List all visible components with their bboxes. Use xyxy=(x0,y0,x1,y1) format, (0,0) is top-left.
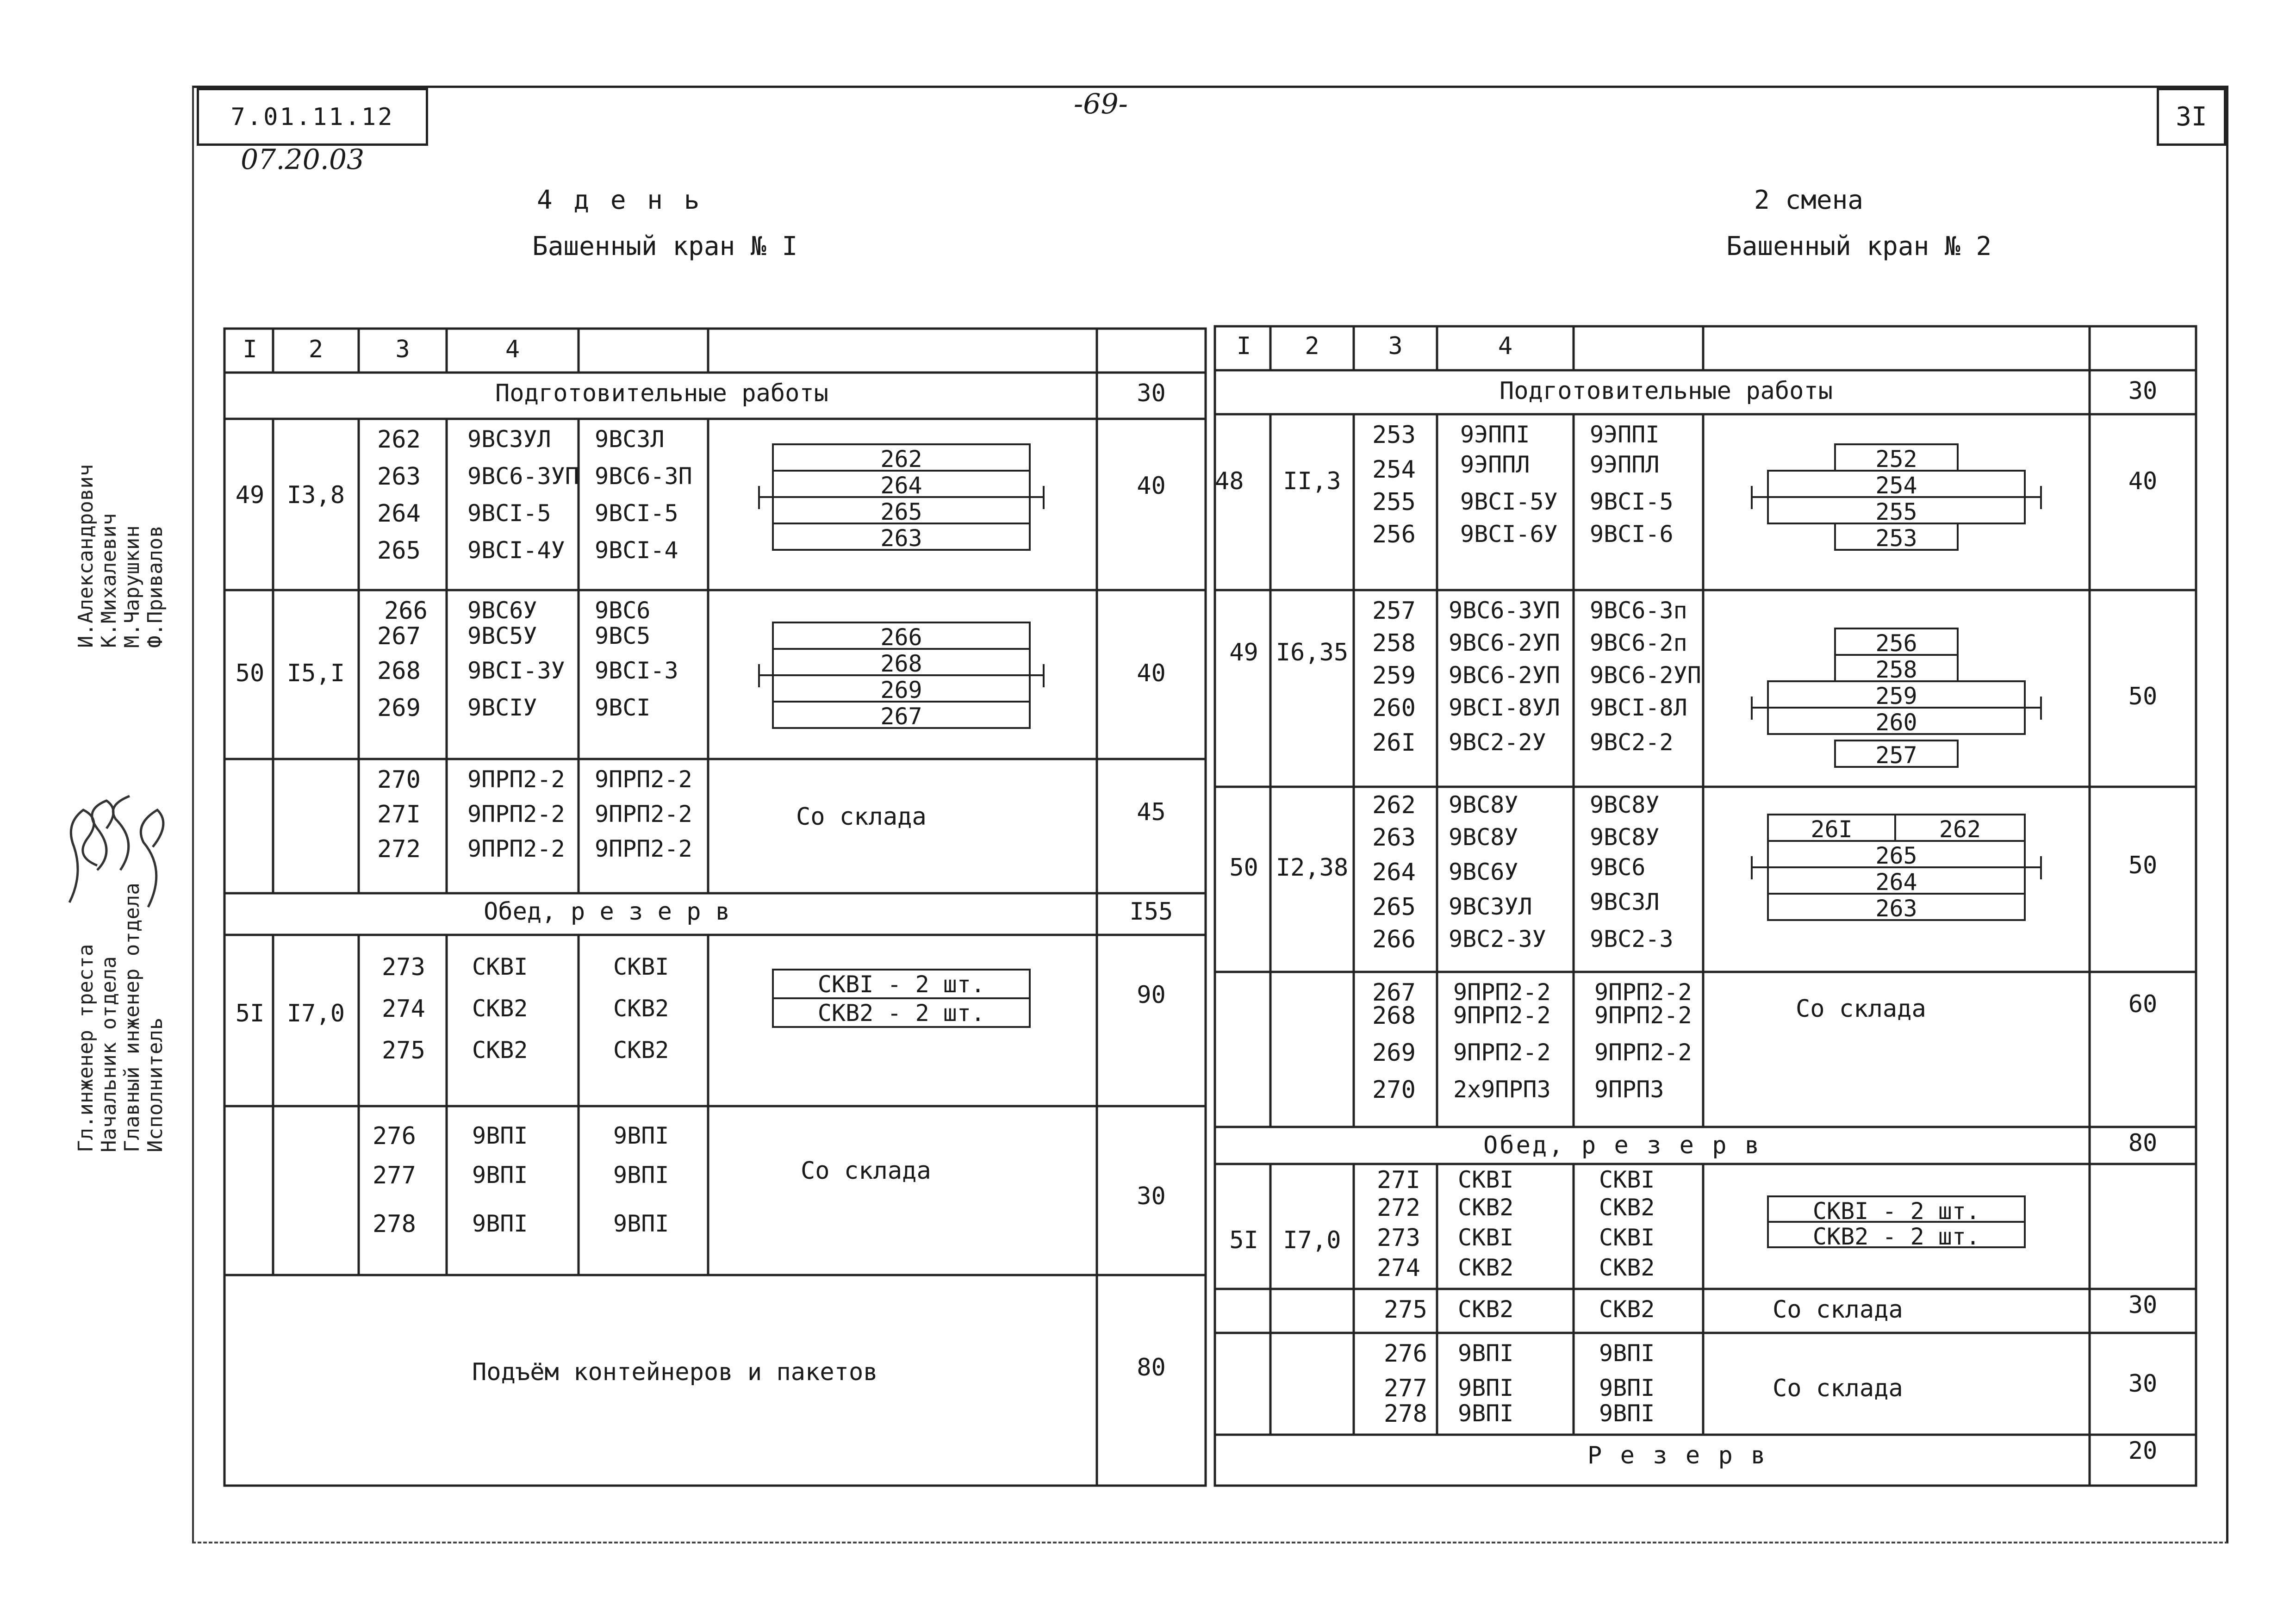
signature-name-4: Ф.Привалов xyxy=(143,525,167,648)
right-row3-a1: 9ВС8У xyxy=(1449,791,1518,818)
left-row5-a3: 9ВПI xyxy=(472,1210,528,1237)
right-row2-a1: 9ВС6-3УП xyxy=(1449,597,1560,624)
left-row2-a4: 9ВСIУ xyxy=(467,694,537,721)
right-row5-num2: 272 xyxy=(1377,1194,1420,1222)
left-row2-diag3: 269 xyxy=(880,677,922,703)
left-row2-num4: 269 xyxy=(377,694,421,722)
left-row3-b1: 9ПРП2-2 xyxy=(595,766,692,793)
right-row7-num1: 276 xyxy=(1384,1340,1427,1368)
right-row2-b1: 9ВС6-3п xyxy=(1590,597,1687,624)
right-row3-diag3: 265 xyxy=(1875,842,1917,869)
left-row2-c2: I5,I xyxy=(286,660,345,687)
right-row1-diag4: 253 xyxy=(1875,525,1917,552)
left-row2-b2: 9ВС5 xyxy=(595,622,651,649)
right-row4-value: 60 xyxy=(2128,990,2158,1018)
right-row1-a1: 9ЭППI xyxy=(1460,421,1530,448)
left-row4-b1: СКВI xyxy=(613,953,669,980)
right-row7-a3: 9ВПI xyxy=(1458,1400,1514,1427)
left-row4-a3: СКВ2 xyxy=(472,1037,528,1064)
right-row2-diag5: 257 xyxy=(1875,742,1917,769)
right-row1-a2: 9ЭППЛ xyxy=(1460,451,1530,478)
right-row3-b1: 9ВС8У xyxy=(1590,791,1660,818)
signature-name-1: И.Александрович xyxy=(74,464,98,648)
left-row3-a3: 9ПРП2-2 xyxy=(467,835,565,862)
left-lift-value: 80 xyxy=(1137,1354,1166,1381)
left-row2-b4: 9ВСI xyxy=(595,694,651,721)
right-row5-c2: I7,0 xyxy=(1283,1226,1341,1254)
right-row6-note: Со склада xyxy=(1773,1296,1903,1324)
right-row1-diag3: 255 xyxy=(1875,498,1917,525)
left-row2-b3: 9ВСI-3 xyxy=(595,657,678,684)
right-row6-b1: СКВ2 xyxy=(1599,1296,1655,1323)
left-col-header-1: I xyxy=(243,336,257,363)
right-row2-a5: 9ВС2-2У xyxy=(1449,729,1546,756)
signature-role-2: Начальник отдела xyxy=(97,956,121,1152)
day-title: 4 д е н ь xyxy=(537,185,703,215)
right-row6-value: 30 xyxy=(2128,1291,2158,1319)
left-row5-value: 30 xyxy=(1137,1182,1166,1210)
right-lunch-label: Обед, р е з е р в xyxy=(1483,1132,1761,1159)
left-row2-num2: 267 xyxy=(377,622,421,650)
right-row2-b3: 9ВС6-2УП xyxy=(1590,662,1701,689)
left-row4-box2: СКВ2 - 2 шт. xyxy=(817,1000,985,1027)
right-row2-diag1: 256 xyxy=(1875,630,1917,657)
right-row3-num5: 266 xyxy=(1372,926,1416,953)
left-row5-b3: 9ВПI xyxy=(613,1210,669,1237)
right-row2-diag2: 258 xyxy=(1875,656,1917,683)
right-row3-a4: 9ВС3УЛ xyxy=(1449,893,1532,920)
right-row2-a3: 9ВС6-2УП xyxy=(1449,662,1560,689)
right-row3-diag1: 26I xyxy=(1811,816,1853,843)
left-row4-a1: СКВI xyxy=(472,953,528,980)
left-row3-num1: 270 xyxy=(377,766,421,794)
right-row7-b3: 9ВПI xyxy=(1599,1400,1655,1427)
left-row1-a2: 9ВС6-3УП xyxy=(467,463,579,490)
left-row1-value: 40 xyxy=(1137,472,1166,500)
right-row5-c1: 5I xyxy=(1229,1226,1258,1254)
right-row2-num2: 258 xyxy=(1372,629,1416,657)
right-row5-a3: СКВI xyxy=(1458,1224,1514,1251)
right-row7-num3: 278 xyxy=(1384,1400,1427,1428)
left-row3-b2: 9ПРП2-2 xyxy=(595,801,692,828)
right-row3-num2: 263 xyxy=(1372,824,1416,852)
right-row5-a1: СКВI xyxy=(1458,1166,1514,1193)
right-col-header-1: I xyxy=(1236,332,1251,360)
left-row1-num2: 263 xyxy=(377,463,421,491)
right-row1-diag1: 252 xyxy=(1875,446,1917,473)
right-row2-b2: 9ВС6-2п xyxy=(1590,629,1687,656)
left-row2-num3: 268 xyxy=(377,657,421,685)
right-row7-a1: 9ВПI xyxy=(1458,1340,1514,1367)
signature-name-3: М.Чарушкин xyxy=(120,525,144,648)
left-row1-a4: 9ВСI-4У xyxy=(467,537,565,564)
right-row5-a4: СКВ2 xyxy=(1458,1254,1514,1281)
right-row1-num2: 254 xyxy=(1372,456,1416,484)
right-row3-b3: 9ВС6 xyxy=(1590,854,1646,881)
left-row1-a3: 9ВСI-5 xyxy=(467,500,551,527)
left-row2-diag1: 266 xyxy=(880,624,922,651)
left-row1-diag4: 263 xyxy=(880,525,922,552)
right-row2-c2: I6,35 xyxy=(1276,639,1349,666)
signature-role-4: Исполнитель xyxy=(143,1017,167,1152)
right-row2-b4: 9ВСI-8Л xyxy=(1590,694,1687,721)
sheet-number: 3I xyxy=(2157,88,2226,146)
right-row7-note: Со склада xyxy=(1773,1375,1903,1402)
right-row2-diag4: 260 xyxy=(1875,709,1917,736)
right-row5-a2: СКВ2 xyxy=(1458,1194,1514,1221)
left-row2-value: 40 xyxy=(1137,660,1166,687)
left-row2-c1: 50 xyxy=(235,660,265,687)
right-lunch-value: 80 xyxy=(2128,1129,2158,1157)
right-row3-a2: 9ВС8У xyxy=(1449,824,1518,851)
right-row3-diag2: 262 xyxy=(1939,816,1981,843)
right-row4-a3: 9ПРП2-2 xyxy=(1453,1039,1551,1066)
left-row1-c2: I3,8 xyxy=(286,481,345,509)
right-row2-a4: 9ВСI-8УЛ xyxy=(1449,694,1560,721)
left-row1-num1: 262 xyxy=(377,426,421,454)
left-col-header-4: 4 xyxy=(505,336,520,363)
right-reserve-value: 20 xyxy=(2128,1437,2158,1465)
left-row5-a2: 9ВПI xyxy=(472,1162,528,1188)
right-row1-a3: 9ВСI-5У xyxy=(1460,488,1558,515)
left-row4-box1: СКВI - 2 шт. xyxy=(817,971,985,998)
left-row4-b2: СКВ2 xyxy=(613,995,669,1022)
right-row3-value: 50 xyxy=(2128,852,2158,879)
left-col-header-3: 3 xyxy=(395,336,410,363)
right-row4-note: Со склада xyxy=(1796,995,1926,1023)
right-reserve-label: Р е з е р в xyxy=(1587,1442,1767,1469)
left-row2-diag4: 267 xyxy=(880,703,922,730)
left-row2-a1: 9ВС6У xyxy=(467,597,537,624)
right-row4-a1: 9ПРП2-2 xyxy=(1453,979,1551,1006)
shift-title: 2 смена xyxy=(1754,185,1864,215)
right-row2-num4: 260 xyxy=(1372,694,1416,722)
right-row3-b2: 9ВС8У xyxy=(1590,824,1660,851)
left-row1-b3: 9ВСI-5 xyxy=(595,500,678,527)
right-row3-a3: 9ВС6У xyxy=(1449,859,1518,885)
left-row2-num1: 266 xyxy=(384,597,428,625)
right-row1-b3: 9ВСI-5 xyxy=(1590,488,1674,515)
left-row5-b1: 9ВПI xyxy=(613,1122,669,1149)
right-row3-num4: 265 xyxy=(1372,893,1416,921)
right-row1-num1: 253 xyxy=(1372,421,1416,449)
right-row5-box1: СКВI - 2 шт. xyxy=(1812,1198,1980,1225)
right-row5-box2: СКВ2 - 2 шт. xyxy=(1812,1223,1980,1250)
right-row3-b5: 9ВС2-3 xyxy=(1590,926,1674,952)
left-row2-a2: 9ВС5У xyxy=(467,622,537,649)
left-row4-num2: 274 xyxy=(382,995,425,1023)
left-row4-num3: 275 xyxy=(382,1037,425,1064)
left-prep-label: Подготовительные работы xyxy=(495,380,829,407)
left-row3-value: 45 xyxy=(1137,798,1166,826)
right-row4-num1: 267 xyxy=(1372,979,1416,1007)
right-row5-num3: 273 xyxy=(1377,1224,1420,1252)
right-row2-a2: 9ВС6-2УП xyxy=(1449,629,1560,656)
right-prep-value: 30 xyxy=(2128,377,2158,405)
document-code: 7.01.11.12 xyxy=(197,88,428,146)
right-row1-b1: 9ЭППI xyxy=(1590,421,1660,448)
left-row5-note: Со склада xyxy=(801,1157,931,1185)
right-row5-num4: 274 xyxy=(1377,1254,1420,1282)
right-row2-num5: 26I xyxy=(1372,729,1416,757)
signature-name-2: К.Михалевич xyxy=(97,513,121,648)
left-row5-num3: 278 xyxy=(373,1210,416,1238)
left-row3-a1: 9ПРП2-2 xyxy=(467,766,565,793)
left-row1-c1: 49 xyxy=(235,481,265,509)
left-row3-num3: 272 xyxy=(377,835,421,863)
left-row5-b2: 9ВПI xyxy=(613,1162,669,1188)
left-row1-diag1: 262 xyxy=(880,446,922,473)
right-row6-a1: СКВ2 xyxy=(1458,1296,1514,1323)
right-row3-a5: 9ВС2-3У xyxy=(1449,926,1546,952)
right-row1-c1: 48 xyxy=(1215,467,1244,495)
right-row7-b2: 9ВПI xyxy=(1599,1375,1655,1401)
left-col-header-2: 2 xyxy=(308,336,324,363)
left-row4-c2: I7,0 xyxy=(286,1000,345,1027)
left-row4-a2: СКВ2 xyxy=(472,995,528,1022)
right-row2-value: 50 xyxy=(2128,683,2158,710)
right-row4-num3: 269 xyxy=(1372,1039,1416,1067)
right-row1-num3: 255 xyxy=(1372,488,1416,516)
left-row4-c1: 5I xyxy=(235,1000,265,1027)
left-row3-num2: 27I xyxy=(377,801,421,828)
right-crane-title: Башенный кран № 2 xyxy=(1726,231,1992,261)
right-row4-b2: 9ПРП2-2 xyxy=(1594,1002,1692,1029)
left-row5-num1: 276 xyxy=(373,1122,416,1150)
handwritten-date: 07.20.03 xyxy=(241,143,365,176)
left-prep-value: 30 xyxy=(1137,380,1166,407)
right-row4-b3: 9ПРП2-2 xyxy=(1594,1039,1692,1066)
right-row4-a2: 9ПРП2-2 xyxy=(1453,1002,1551,1029)
right-row3-b4: 9ВС3Л xyxy=(1590,889,1660,915)
right-row7-value: 30 xyxy=(2128,1370,2158,1398)
right-col-header-4: 4 xyxy=(1498,332,1513,360)
left-lift-label: Подъём контейнеров и пакетов xyxy=(472,1358,878,1386)
right-row2-num1: 257 xyxy=(1372,597,1416,625)
right-row7-num2: 277 xyxy=(1384,1375,1427,1402)
right-col-header-2: 2 xyxy=(1305,332,1319,360)
left-row4-b3: СКВ2 xyxy=(613,1037,669,1064)
left-row4-value: 90 xyxy=(1137,981,1166,1009)
left-lunch-value: I55 xyxy=(1129,898,1173,926)
right-row2-num3: 259 xyxy=(1372,662,1416,690)
right-row4-num4: 270 xyxy=(1372,1076,1416,1104)
right-row7-b1: 9ВПI xyxy=(1599,1340,1655,1367)
left-row5-a1: 9ВПI xyxy=(472,1122,528,1149)
left-row1-num4: 265 xyxy=(377,537,421,565)
right-row7-a2: 9ВПI xyxy=(1458,1375,1514,1401)
right-row6-num1: 275 xyxy=(1384,1296,1427,1324)
left-row2-diag2: 268 xyxy=(880,650,922,677)
left-row1-b1: 9ВС3Л xyxy=(595,426,665,453)
left-row1-num3: 264 xyxy=(377,500,421,528)
right-row5-b4: СКВ2 xyxy=(1599,1254,1655,1281)
right-row4-b4: 9ПРП3 xyxy=(1594,1076,1664,1103)
right-row5-num1: 27I xyxy=(1377,1166,1420,1194)
left-lunch-label: Обед, р е з е р в xyxy=(484,898,730,926)
left-row1-b4: 9ВСI-4 xyxy=(595,537,678,564)
signature-role-3: Главный инженер отдела xyxy=(120,883,144,1152)
right-row3-c2: I2,38 xyxy=(1276,854,1349,882)
page-number: -69- xyxy=(1074,88,1128,120)
right-row3-c1: 50 xyxy=(1229,854,1258,882)
left-row2-a3: 9ВСI-3У xyxy=(467,657,565,684)
left-row3-b3: 9ПРП2-2 xyxy=(595,835,692,862)
right-row1-value: 40 xyxy=(2128,467,2158,495)
left-row1-diag2: 264 xyxy=(880,472,922,499)
left-row5-num2: 277 xyxy=(373,1162,416,1189)
right-row4-num2: 268 xyxy=(1372,1002,1416,1030)
right-row5-b2: СКВ2 xyxy=(1599,1194,1655,1221)
right-row3-diag4: 264 xyxy=(1875,869,1917,896)
left-crane-title: Башенный кран № I xyxy=(532,231,798,261)
right-row2-c1: 49 xyxy=(1229,639,1258,666)
right-row3-num1: 262 xyxy=(1372,791,1416,819)
right-prep-label: Подготовительные работы xyxy=(1500,377,1833,405)
signature-role-1: Гл.инженер треста xyxy=(74,944,98,1152)
right-row1-c2: II,3 xyxy=(1283,467,1341,495)
right-row1-b4: 9ВСI-6 xyxy=(1590,521,1674,548)
right-row4-a4: 2х9ПРП3 xyxy=(1453,1076,1551,1103)
right-row1-num4: 256 xyxy=(1372,521,1416,548)
right-row3-diag5: 263 xyxy=(1875,895,1917,922)
right-row1-b2: 9ЭППЛ xyxy=(1590,451,1660,478)
right-row2-diag3: 259 xyxy=(1875,683,1917,709)
right-row2-b5: 9ВС2-2 xyxy=(1590,729,1674,756)
left-row1-b2: 9ВС6-3П xyxy=(595,463,692,490)
left-row3-note: Со склада xyxy=(796,803,927,831)
left-row2-b1: 9ВС6 xyxy=(595,597,651,624)
right-row4-b1: 9ПРП2-2 xyxy=(1594,979,1692,1006)
right-row5-b1: СКВI xyxy=(1599,1166,1655,1193)
left-row4-num1: 273 xyxy=(382,953,425,981)
left-row1-diag3: 265 xyxy=(880,498,922,525)
right-col-header-3: 3 xyxy=(1388,332,1403,360)
right-row1-diag2: 254 xyxy=(1875,472,1917,499)
left-row1-a1: 9ВС3УЛ xyxy=(467,426,551,453)
left-row3-a2: 9ПРП2-2 xyxy=(467,801,565,828)
right-row5-b3: СКВI xyxy=(1599,1224,1655,1251)
right-row3-num3: 264 xyxy=(1372,859,1416,886)
right-row1-a4: 9ВСI-6У xyxy=(1460,521,1558,548)
